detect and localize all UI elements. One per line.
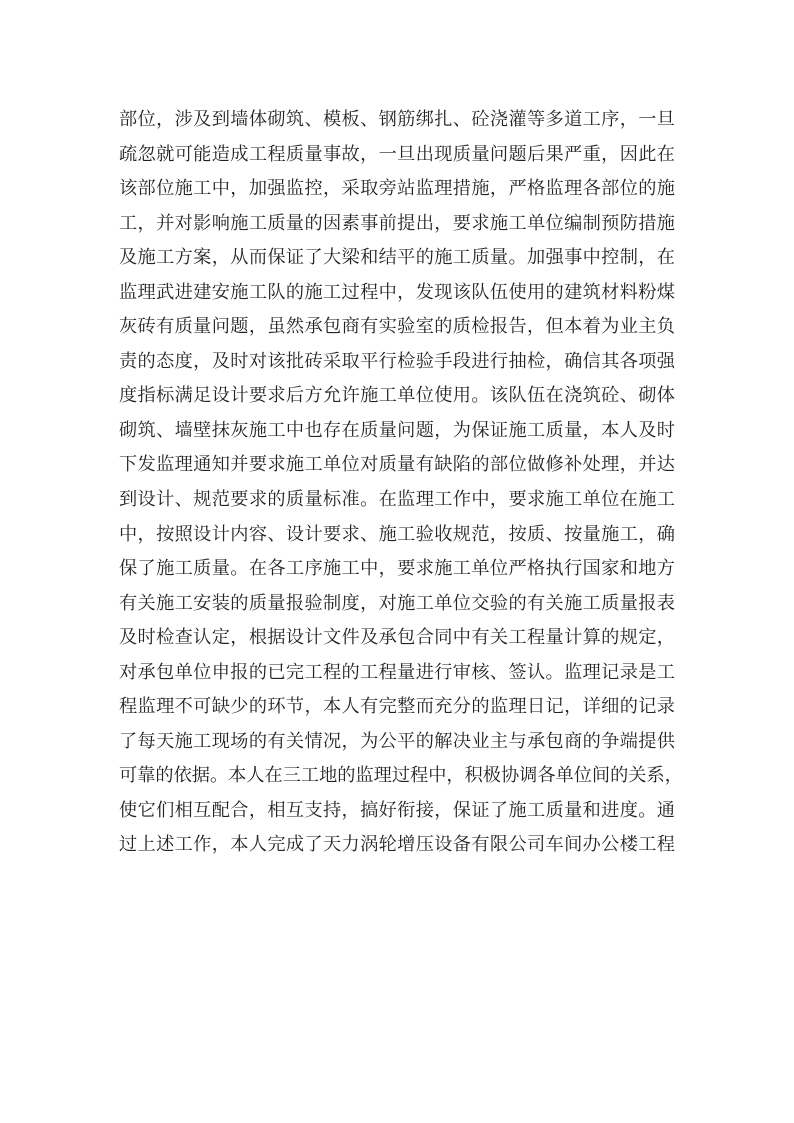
text-line: 度指标满足设计要求后方允许施工单位使用。该队伍在浇筑砼、砌体 [119,385,675,407]
text-line: 工，并对影响施工质量的因素事前提出，要求施工单位编制预防措施 [119,212,675,234]
text-line: 保了施工质量。在各工序施工中，要求施工单位严格执行国家和地方 [119,558,675,580]
text-line: 及时检查认定，根据设计文件及承包合同中有关工程量计算的规定， [119,627,675,649]
text-line: 程监理不可缺少的环节，本人有完整而充分的监理日记，详细的记录 [119,696,675,718]
text-line: 部位，涉及到墙体砌筑、模板、钢筋绑扎、砼浇灌等多道工序，一旦 [119,109,675,130]
text-line: 及施工方案，从而保证了大梁和结平的施工质量。加强事中控制，在 [119,247,675,269]
text-line: 下发监理通知并要求施工单位对质量有缺陷的部位做修补处理，并达 [119,454,675,476]
text-line: 砌筑、墙壁抹灰施工中也存在质量问题，为保证施工质量，本人及时 [119,419,675,441]
text-line: 灰砖有质量问题，虽然承包商有实验室的质检报告，但本着为业主负 [119,316,675,338]
text-line: 中，按照设计内容、设计要求、施工验收规范，按质、按量施工，确 [119,523,675,545]
text-line: 可靠的依据。本人在三工地的监理过程中，积极协调各单位间的关系， [119,765,683,787]
text-line: 对承包单位申报的已完工程的工程量进行审核、签认。监理记录是工 [119,661,675,683]
text-line: 责的态度，及时对该批砖采取平行检验手段进行抽检，确信其各项强 [119,350,675,372]
text-line: 使它们相互配合，相互支持，搞好衔接，保证了施工质量和进度。通 [119,799,675,821]
text-line: 该部位施工中，加强监控，采取旁站监理措施，严格监理各部位的施 [119,178,675,200]
text-line: 了每天施工现场的有关情况，为公平的解决业主与承包商的争端提供 [119,730,675,752]
body-paragraph [119,103,683,863]
text-line: 有关施工安装的质量报验制度，对施工单位交验的有关施工质量报表 [119,592,675,614]
text-line: 疏忽就可能造成工程质量事故，一旦出现质量问题后果严重，因此在 [119,143,675,165]
text-line: 监理武进建安施工队的施工过程中，发现该队伍使用的建筑材料粉煤 [119,281,675,303]
text-line: 过上述工作，本人完成了天力涡轮增压设备有限公司车间办公楼工程 [119,834,675,856]
text-line: 到设计、规范要求的质量标准。在监理工作中，要求施工单位在施工 [119,489,675,511]
